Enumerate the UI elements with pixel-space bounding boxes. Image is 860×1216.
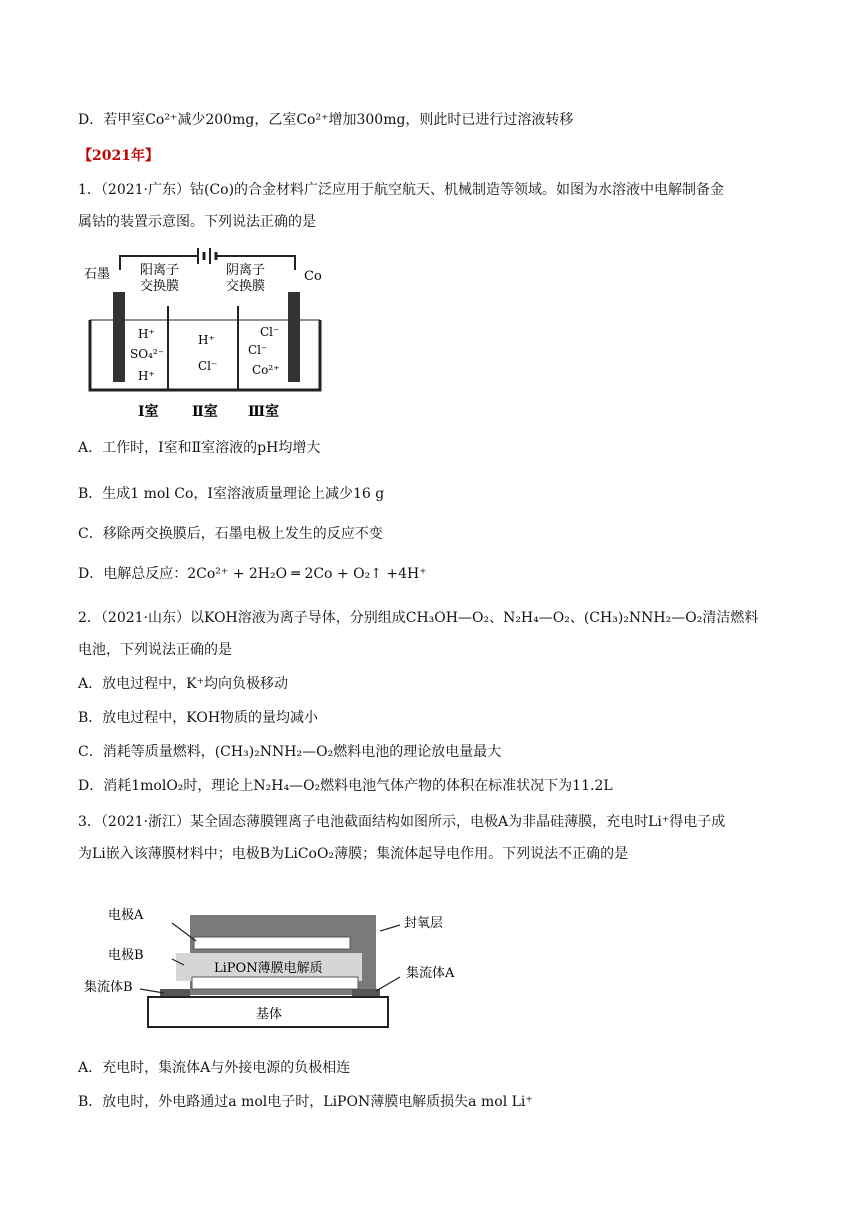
- room-label: Ⅱ室: [192, 404, 218, 420]
- room-label: Ⅰ室: [138, 404, 159, 420]
- year-heading: 【2021年】: [78, 148, 159, 164]
- electrolyte-label: LiPON薄膜电解质: [214, 961, 323, 976]
- prev-option-d: D．若甲室Co²⁺减少200mg，乙室Co²⁺增加300mg，则此时已进行过溶液转移: [78, 112, 574, 128]
- q1-option-d: D．电解总反应：2Co²⁺ + 2H₂O ═ 2Co + O₂↑ +4H⁺: [78, 566, 427, 582]
- substrate-label: 基体: [256, 1007, 283, 1022]
- room3-ion: Cl⁻: [248, 343, 268, 357]
- q1-option-b: B．生成1 mol Co，Ⅰ室溶液质量理论上减少16 g: [78, 486, 385, 502]
- anion-membrane-label-2: 交换膜: [226, 279, 266, 294]
- q1-stem-line2: 属钴的装置示意图。下列说法正确的是: [78, 214, 316, 230]
- q1-option-a: A．工作时，Ⅰ室和Ⅱ室溶液的pH均增大: [78, 440, 321, 456]
- q2-option-a: A．放电过程中，K⁺均向负极移动: [78, 676, 288, 692]
- collector-a-label: 集流体A: [406, 966, 455, 981]
- room3-ion: Cl⁻: [260, 325, 280, 339]
- electrolysis-cell-figure: [80, 240, 340, 420]
- room2-ion: H⁺: [198, 333, 215, 347]
- q1-stem-line1: 1．（2021·广东）钴(Co)的合金材料广泛应用于航空航天、机械制造等领域。如图为水溶液中电解制备金: [78, 182, 725, 198]
- room1-ion: H⁺: [138, 327, 155, 341]
- q2-option-c: C．消耗等质量燃料，(CH₃)₂NNH₂—O₂燃料电池的理论放电量最大: [78, 744, 502, 760]
- room-label: Ⅲ室: [248, 404, 280, 420]
- q2-stem-line1: 2．（2021·山东）以KOH溶液为离子导体，分别组成CH₃OH—O₂、N₂H₄—O₂、(CH₃)₂NNH₂—O₂清洁燃料: [78, 610, 759, 626]
- q1-option-c: C．移除两交换膜后，石墨电极上发生的反应不变: [78, 526, 383, 542]
- room3-ion: Co²⁺: [252, 363, 280, 377]
- electrode-a-label: 电极A: [108, 908, 144, 923]
- room1-ion: H⁺: [138, 369, 155, 383]
- cation-membrane-label-1: 阳离子: [140, 263, 180, 278]
- co-electrode-label: Co: [304, 269, 322, 284]
- room1-ion: SO₄²⁻: [130, 347, 165, 361]
- room2-ion: Cl⁻: [198, 359, 218, 373]
- q3-stem-line1: 3．（2021·浙江）某全固态薄膜锂离子电池截面结构如图所示，电极A为非晶硅薄膜，充电时Li⁺得电子成: [78, 814, 726, 830]
- q3-option-a: A．充电时，集流体A与外接电源的负极相连: [78, 1060, 351, 1076]
- collector-b-label: 集流体B: [84, 980, 133, 995]
- q2-option-d: D．消耗1molO₂时，理论上N₂H₄—O₂燃料电池气体产物的体积在标准状况下为11.2L: [78, 778, 613, 794]
- q3-stem-line2: 为Li嵌入该薄膜材料中；电极B为LiCoO₂薄膜；集流体起导电作用。下列说法不正确的是: [78, 846, 629, 862]
- graphite-label: 石墨: [84, 267, 111, 282]
- q2-option-b: B．放电过程中，KOH物质的量均减小: [78, 710, 319, 726]
- seal-layer-label: 封氧层: [404, 916, 444, 931]
- electrode-b-label: 电极B: [108, 948, 144, 963]
- anion-membrane-label-1: 阴离子: [226, 263, 266, 278]
- q2-stem-line2: 电池，下列说法正确的是: [78, 642, 232, 658]
- thin-film-battery-figure: [80, 895, 480, 1045]
- q3-option-b: B．放电时，外电路通过a mol电子时，LiPON薄膜电解质损失a mol Li⁺: [78, 1094, 533, 1110]
- cation-membrane-label-2: 交换膜: [140, 279, 180, 294]
